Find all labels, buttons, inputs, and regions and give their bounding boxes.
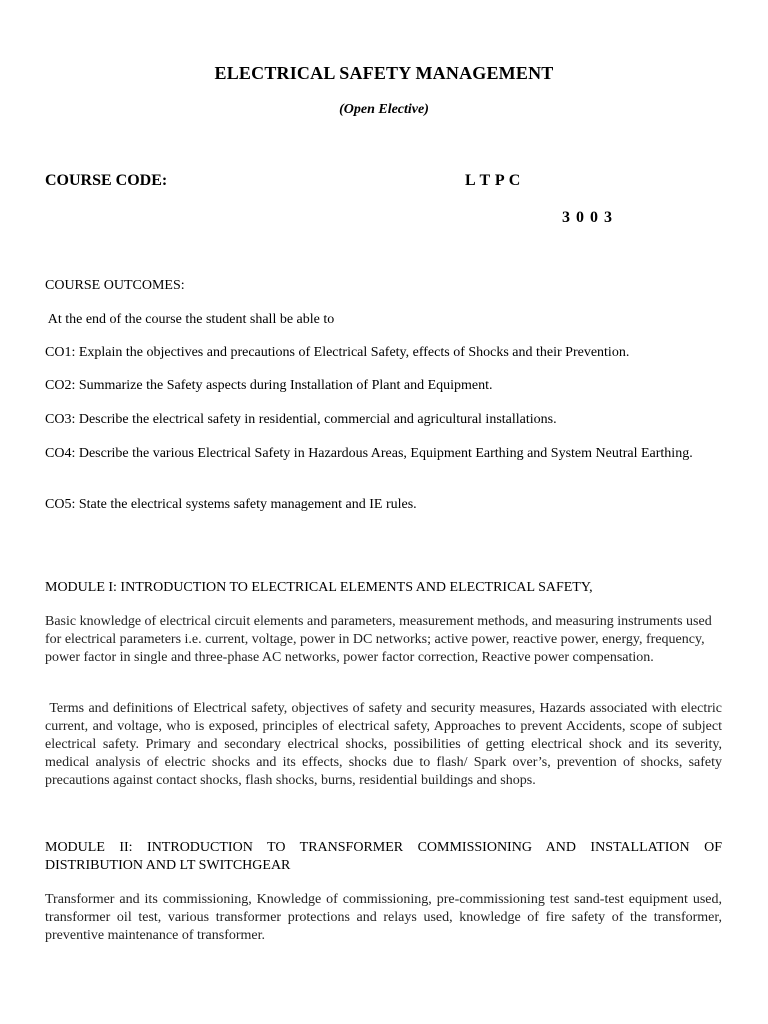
ltpc-label: L T P C xyxy=(465,172,521,189)
document-title: ELECTRICAL SAFETY MANAGEMENT xyxy=(214,63,554,83)
document-subtitle: (Open Elective) xyxy=(339,102,429,117)
module-1-paragraph: Basic knowledge of electrical circuit elements and parameters, measurement methods, and measuring instruments used for electrical parameters i.e. current, voltage, power in DC networks; active power, reactive power, energy, frequency, power factor in single and three-phase AC networks, power factor correction, Reactive power compensation. xyxy=(45,614,712,665)
outcomes-heading: COURSE OUTCOMES: xyxy=(45,278,185,293)
outcome-item: CO1: Explain the objectives and precautions of Electrical Safety, effects of Shocks and their Prevention. xyxy=(45,345,630,360)
ltpc-values: 3 0 0 3 xyxy=(562,209,613,226)
module-1-heading: MODULE I: INTRODUCTION TO ELECTRICAL ELEMENTS AND ELECTRICAL SAFETY, xyxy=(45,580,593,595)
module-2-paragraph: Transformer and its commissioning, Knowledge of commissioning, pre-commissioning test sand-test equipment used, transformer oil test, various transformer protections and relays used, knowledge of fire safety of the transformer, preventive maintenance of transformer. xyxy=(45,892,722,943)
outcome-item: CO2: Summarize the Safety aspects during Installation of Plant and Equipment. xyxy=(45,378,493,393)
outcomes-intro: At the end of the course the student shall be able to xyxy=(45,312,335,327)
outcome-item: CO5: State the electrical systems safety management and IE rules. xyxy=(45,497,417,512)
course-code-label: COURSE CODE: xyxy=(45,172,168,189)
outcome-item: CO3: Describe the electrical safety in residential, commercial and agricultural installations. xyxy=(45,412,557,427)
module-2-heading: MODULE II: INTRODUCTION TO TRANSFORMER COMMISSIONING AND INSTALLATION OF DISTRIBUTION AND LT SWITCHGEAR xyxy=(45,840,722,873)
module-1-paragraph: Terms and definitions of Electrical safety, objectives of safety and security measures, Hazards associated with electric current, and voltage, who is exposed, principles of electrical safety, Approaches to prevent Accidents, scope of subject electrical safety. Primary and secondary electrical shocks, possibilities of getting electrical shock and its severity, medical analysis of electric shocks and its effects, shocks due to flash/ Spark over’s, prevention of shocks, safety precautions against contact shocks, flash shocks, burns, residential buildings and shops. xyxy=(45,701,726,788)
outcome-item: CO4: Describe the various Electrical Safety in Hazardous Areas, Equipment Earthing and System Neutral Earthing. xyxy=(45,446,693,461)
